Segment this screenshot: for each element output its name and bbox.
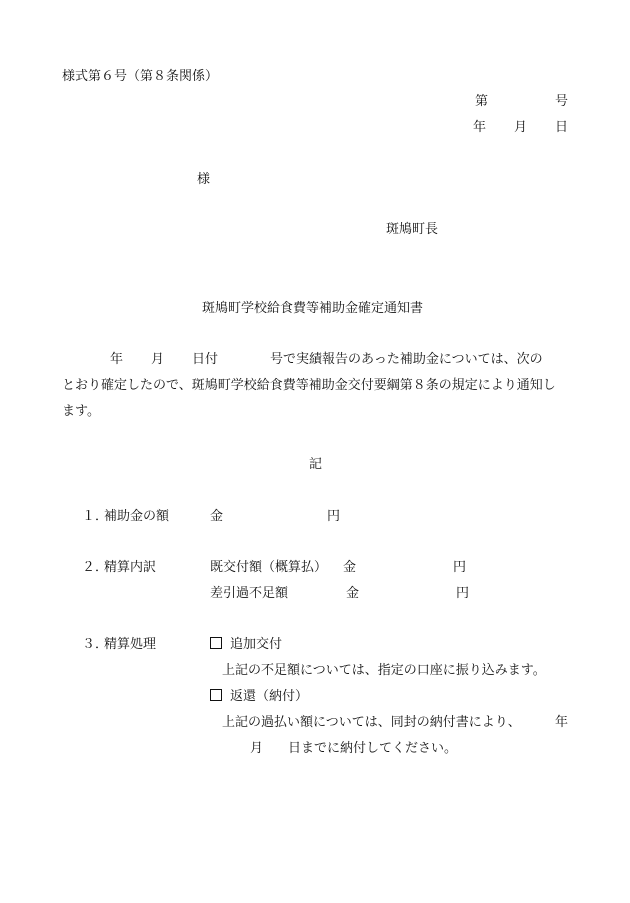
refund-month: 月	[250, 741, 264, 756]
ki-heading: 記	[309, 457, 323, 472]
body-line-3: ます。	[62, 404, 100, 419]
item1-number: １．	[82, 509, 109, 524]
option-additional-payment-note: 上記の不足額については、指定の口座に振り込みます。	[222, 663, 546, 678]
refund-year: 年	[555, 715, 569, 730]
item2-row1-label: 既交付額（概算払）	[210, 560, 328, 575]
checkbox-refund[interactable]	[210, 689, 222, 701]
addressee-suffix: 様	[197, 172, 211, 187]
item1-label: 補助金の額	[104, 509, 170, 524]
item2-row1-kin: 金	[343, 560, 357, 575]
option-additional-payment[interactable]	[210, 637, 282, 653]
body-paragraph	[62, 347, 582, 425]
option-refund[interactable]	[210, 689, 308, 705]
issuer-name: 斑鳩町長	[386, 222, 439, 237]
item2-number: ２．	[82, 560, 109, 575]
item2-row2-label: 差引過不足額	[210, 586, 289, 601]
body-line-1	[62, 347, 582, 373]
item3-label: 精算処理	[104, 637, 157, 652]
item2-row2-kin: 金	[346, 586, 360, 601]
item2-row2-yen: 円	[456, 586, 470, 601]
date-month: 月	[514, 120, 528, 135]
form-label: 様式第６号（第８条関係）	[62, 69, 219, 84]
doc-number-suffix: 号	[555, 94, 569, 109]
item3-number: ３．	[82, 637, 109, 652]
option-refund-note: 上記の過払い額については、同封の納付書により、	[222, 715, 521, 730]
item2-row1-yen: 円	[453, 560, 467, 575]
option-additional-payment-label: 追加交付	[230, 637, 283, 652]
checkbox-additional-payment[interactable]	[210, 637, 222, 649]
body-month: 月	[151, 352, 165, 367]
document-title: 斑鳩町学校給食費等補助金確定通知書	[202, 301, 424, 316]
item2-label: 精算内訳	[104, 560, 157, 575]
body-year: 年	[110, 352, 124, 367]
date-day: 日	[555, 120, 569, 135]
body-day: 日付	[192, 352, 219, 367]
item1-yen: 円	[327, 509, 341, 524]
option-refund-label: 返還（納付）	[230, 689, 309, 704]
doc-number-prefix: 第	[475, 94, 489, 109]
item1-kin: 金	[210, 509, 224, 524]
body-line-2: とおり確定したので、斑鳩町学校給食費等補助金交付要綱第８条の規定により通知し	[62, 378, 556, 393]
refund-day-text: 日までに納付してください。	[288, 741, 458, 756]
date-year: 年	[473, 120, 487, 135]
body-rest: 号で実績報告のあった補助金については、次の	[270, 352, 543, 367]
